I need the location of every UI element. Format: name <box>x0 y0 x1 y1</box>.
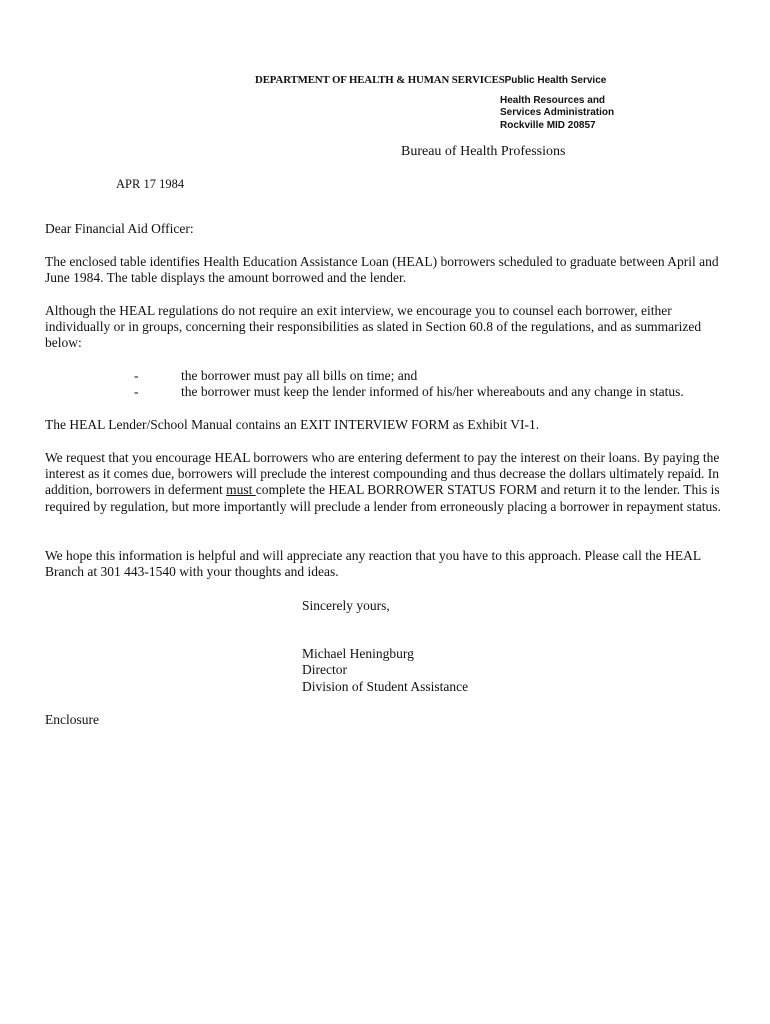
emphasis-must: must <box>226 482 256 498</box>
list-marker: - <box>134 384 139 399</box>
list-marker: - <box>134 368 139 383</box>
paragraph-manual: The HEAL Lender/School Manual contains an EXIT INTERVIEW FORM as Exhibit VI-1. <box>45 417 540 432</box>
letterhead <box>255 70 606 88</box>
list-item: the borrower must keep the lender informed of his/her whereabouts and any change in status. <box>181 384 684 399</box>
deferment-text-b: complete the HEAL BORROWER STATUS FORM and return it to the lender. This is required by regulation, but more importantly will preclude a lender from erroneously placing a borrower in repayment status. <box>45 482 721 514</box>
paragraph-exit-interview: Although the HEAL regulations do not require an exit interview, we encourage you to counsel each borrower, either individually or in groups, concerning their responsibilities as slated in Section 60.8 of the regulations, and as summarized below: <box>45 303 702 351</box>
bureau-name: Bureau of Health Professions <box>401 144 566 159</box>
salutation: Dear Financial Aid Officer: <box>45 221 194 236</box>
closing: Sincerely yours, <box>302 598 390 613</box>
address-line: Services Administration <box>500 107 615 119</box>
department-name: DEPARTMENT OF HEALTH & HUMAN SERVICES <box>255 74 505 86</box>
signer-division: Division of Student Assistance <box>302 678 469 694</box>
paragraph-contact: We hope this information is helpful and will appreciate any reaction that you have to this approach. Please call the HEAL Branch at 301 443-1540 with your thoughts and ideas. <box>45 548 701 580</box>
service-name: Public Health Service <box>504 75 607 86</box>
signature-block <box>302 646 468 695</box>
agency-address <box>500 95 614 132</box>
paragraph-deferment <box>45 450 735 515</box>
signer-title: Director <box>302 662 347 678</box>
list-item: the borrower must pay all bills on time; and <box>181 368 418 383</box>
letter-date: APR 17 1984 <box>116 177 185 191</box>
address-line: Health Resources and <box>500 95 606 106</box>
paragraph-enclosed-table: The enclosed table identifies Health Education Assistance Loan (HEAL) borrowers scheduled to graduate between April and June 1984. The table displays the amount borrowed and the lender. <box>45 254 719 286</box>
signer-name: Michael Heningburg <box>302 646 414 661</box>
address-line: Rockville MID 20857 <box>500 119 596 131</box>
enclosure-note: Enclosure <box>45 712 99 727</box>
deferment-text-a: We request that you encourage HEAL borrowers who are entering deferment to pay the interest on their loans. By paying the interest as it comes due, borrowers will preclude the interest compounding and thus decrease the dollars ultimately repaid. In addition, borrowers in deferment <box>45 450 720 498</box>
